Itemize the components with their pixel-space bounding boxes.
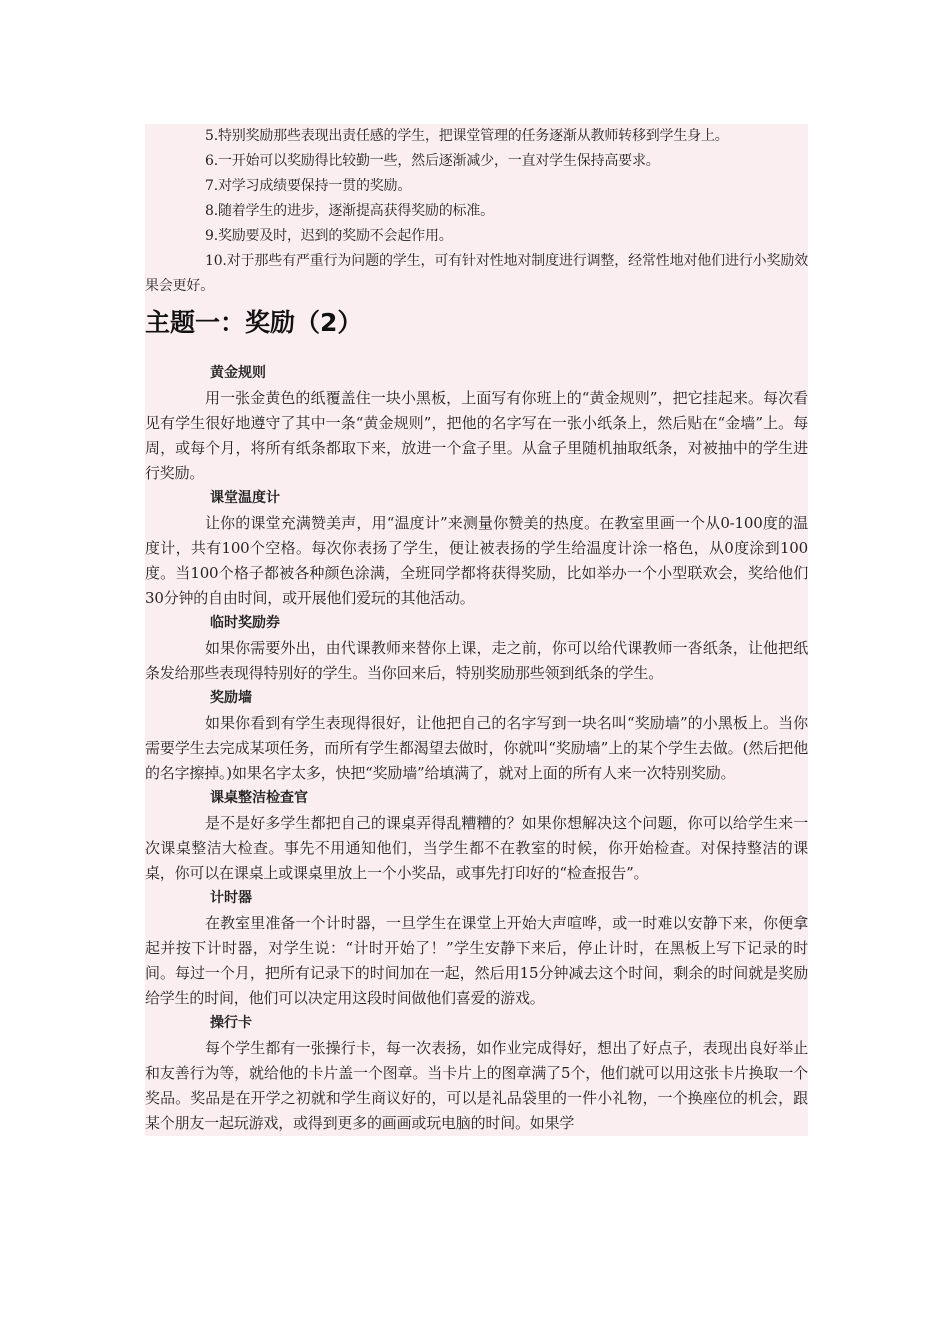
subheading-golden-rules: 黄金规则: [210, 365, 266, 381]
list-item-5: 5.特别奖励那些表现出责任感的学生，把课堂管理的任务逐渐从教师转移到学生身上。: [205, 128, 729, 144]
paragraph-timer: 在教室里准备一个计时器，一旦学生在课堂上开始大声喧哗，或一时难以安静下来，你便拿起并按下计时器，对学生说：“计时开始了！”学生安静下来后，停止计时，在黑板上写下记录的时间。每过一个月，把所有记录下的时间加在一起，然后用15分钟减去这个时间，剩余的时间就是奖励给学生的时间，他们可以决定用这段时间做他们喜爱的游戏。: [145, 914, 808, 1007]
subheading-conduct-card: 操行卡: [210, 1015, 252, 1031]
subheading-reward-wall: 奖励墙: [210, 690, 252, 706]
paragraph-reward-wall: 如果你看到有学生表现得很好，让他把自己的名字写到一块名叫“奖励墙”的小黑板上。当你需要学生去完成某项任务，而所有学生都渴望去做时，你就叫“奖励墙”上的某个学生去做。(然后把他的名字擦掉。)如果名字太多，快把“奖励墙”给填满了，就对上面的所有人来一次特别奖励。: [145, 714, 808, 782]
section-title: 主题一：奖励（2）: [145, 308, 363, 337]
paragraph-golden-rules: 用一张金黄色的纸覆盖住一块小黑板，上面写有你班上的“黄金规则”，把它挂起来。每次看见有学生很好地遵守了其中一条“黄金规则”，把他的名字写在一张小纸条上，然后贴在“金墙”上。每周，或每个月，将所有纸条都取下来，放进一个盒子里。从盒子里随机抽取纸条，对被抽中的学生进行奖励。: [145, 389, 808, 482]
subheading-desk-inspector: 课桌整洁检查官: [210, 790, 308, 806]
subheading-timer: 计时器: [210, 890, 252, 906]
paragraph-desk-inspector: 是不是好多学生都把自己的课桌弄得乱糟糟的？如果你想解决这个问题，你可以给学生来一次课桌整洁大检查。事先不用通知他们，当学生都不在教室的时候，你开始检查。对保持整洁的课桌，你可以在课桌上或课桌里放上一个小奖品，或事先打印好的“检查报告”。: [145, 814, 808, 882]
subheading-classroom-thermometer: 课堂温度计: [210, 490, 280, 506]
list-item-9: 9.奖励要及时，迟到的奖励不会起作用。: [205, 228, 453, 244]
list-item-7: 7.对学习成绩要保持一贯的奖励。: [205, 178, 412, 194]
paragraph-temporary-reward-coupon: 如果你需要外出，由代课教师来替你上课，走之前，你可以给代课教师一沓纸条，让他把纸条发给那些表现得特别好的学生。当你回来后，特别奖励那些领到纸条的学生。: [145, 639, 808, 682]
list-item-10: 10.对于那些有严重行为问题的学生，可有针对性地对制度进行调整，经常性地对他们进行小奖励效果会更好。: [145, 253, 808, 294]
subheading-temporary-reward-coupon: 临时奖励券: [210, 615, 280, 631]
list-item-8: 8.随着学生的进步，逐渐提高获得奖励的标准。: [205, 203, 494, 219]
paragraph-classroom-thermometer: 让你的课堂充满赞美声，用“温度计”来测量你赞美的热度。在教室里画一个从0-100度的温度计，共有100个空格。每次你表扬了学生，便让被表扬的学生给温度计涂一格色，从0度涂到100度。当100个格子都被各种颜色涂满，全班同学都将获得奖励，比如举办一个小型联欢会，奖给他们30分钟的自由时间，或开展他们爱玩的其他活动。: [145, 514, 808, 607]
list-item-6: 6.一开始可以奖励得比较勤一些，然后逐渐减少，一直对学生保持高要求。: [205, 153, 660, 169]
paragraph-conduct-card: 每个学生都有一张操行卡，每一次表扬，如作业完成得好，想出了好点子，表现出良好举止和友善行为等，就给他的卡片盖一个图章。当卡片上的图章满了5个，他们就可以用这张卡片换取一个奖品。奖品是在开学之初就和学生商议好的，可以是礼品袋里的一件小礼物，一个换座位的机会，跟某个朋友一起玩游戏，或得到更多的画画或玩电脑的时间。如果学: [145, 1039, 808, 1132]
document-body: [145, 124, 808, 1136]
